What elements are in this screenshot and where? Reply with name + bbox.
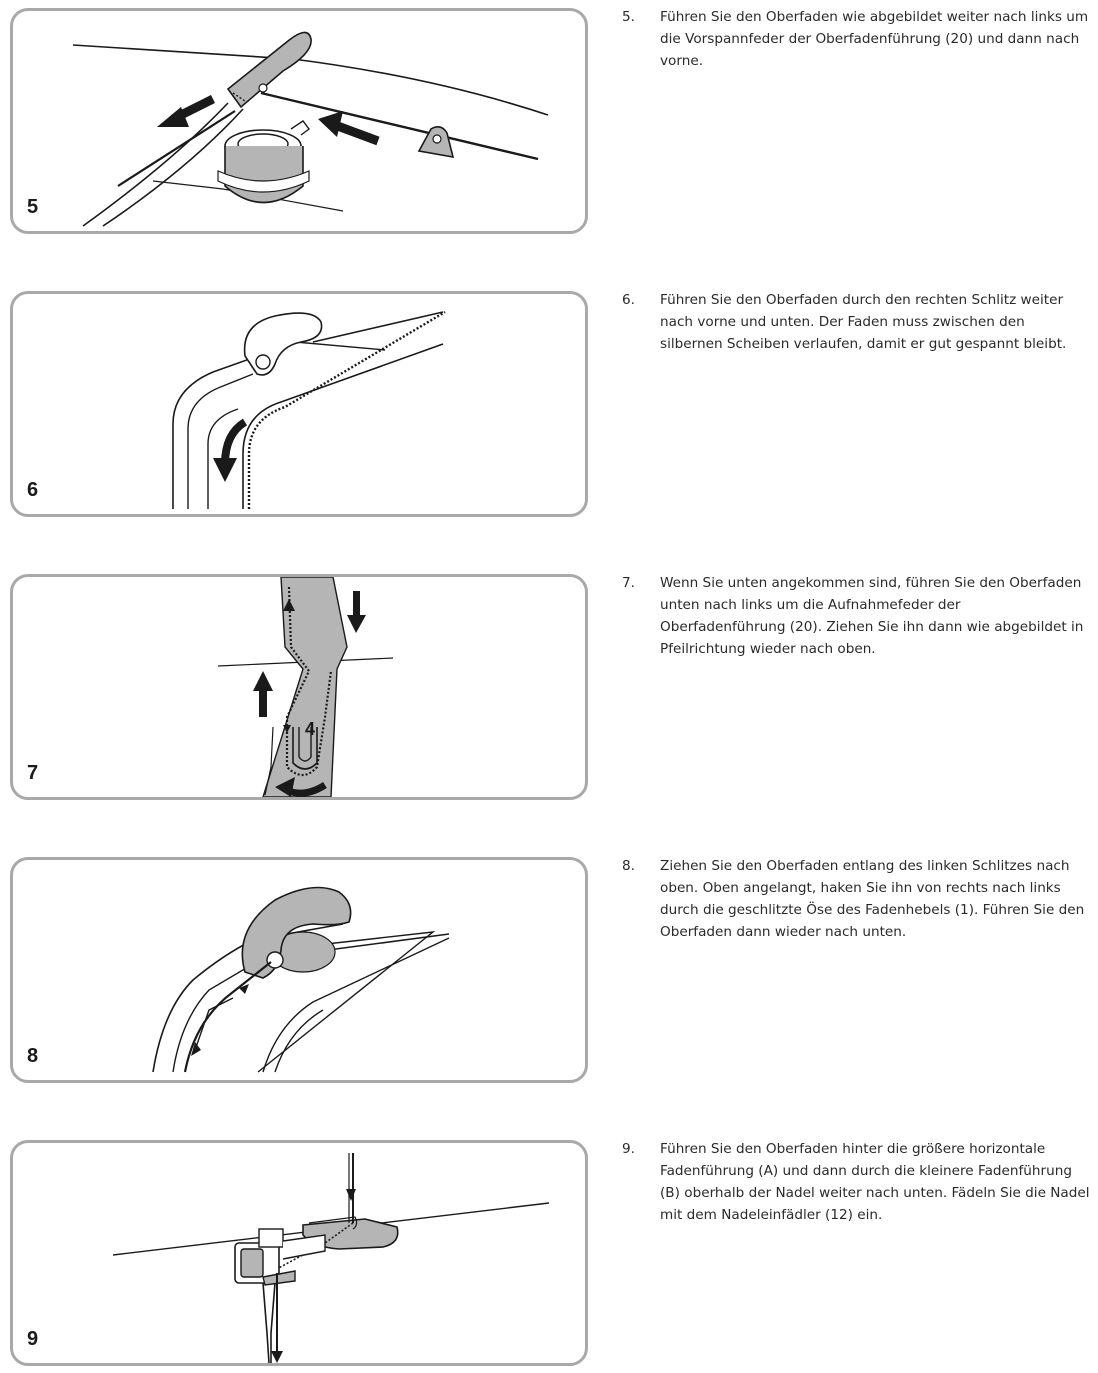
list-marker: 7. [622, 575, 635, 591]
step-text: Führen Sie den Oberfaden hinter die größere horizontale Fadenführung (A) und dann durch die kleinere Fadenführung (B) oberhalb der Nadel weiter nach unten. Fädeln Sie die Nadel mit dem Nadeleinfädler (12) ein. [660, 1141, 1090, 1223]
illustration-thread-tension-spring [13, 11, 585, 231]
illustration-panel-step-7 [10, 574, 588, 800]
step-instruction-7 [622, 572, 1090, 660]
arrow-down-icon [347, 591, 366, 633]
arrow-left-icon [318, 111, 378, 141]
illustration-right-slot [13, 294, 585, 514]
illustration-panel-step-6 [10, 291, 588, 517]
illustration-take-up-spring [13, 577, 585, 797]
list-marker: 6. [622, 292, 635, 308]
list-marker: 9. [622, 1141, 635, 1157]
step-number: 9 [27, 1328, 39, 1350]
step-number: 5 [27, 196, 39, 218]
list-marker: 8. [622, 858, 635, 874]
illustration-thread-lever [13, 860, 585, 1080]
step-text: Ziehen Sie den Oberfaden entlang des linken Schlitzes nach oben. Oben angelangt, haken Sie ihn von rechts nach links durch die geschlitzte Öse des Fadenhebels (1). Führen Sie den Oberfaden dann wieder nach unten. [660, 858, 1085, 940]
step-text: Führen Sie den Oberfaden wie abgebildet weiter nach links um die Vorspannfeder der Oberfadenführung (20) und dann nach vorne. [660, 9, 1089, 69]
arrow-up-icon [253, 671, 273, 717]
step-instruction-6 [622, 289, 1090, 355]
step-instruction-9 [622, 1138, 1090, 1226]
list-marker: 5. [622, 9, 635, 25]
step-number: 8 [27, 1045, 39, 1067]
illustration-needle-thread-guide [13, 1143, 585, 1366]
illustration-panel-step-5 [10, 8, 588, 234]
illustration-panel-step-9 [10, 1140, 588, 1366]
step-instruction-8 [622, 855, 1090, 943]
step-text: Wenn Sie unten angekommen sind, führen Sie den Oberfaden unten nach links um die Aufnahmefeder der Oberfadenführung (20). Ziehen Sie ihn dann wie abgebildet in Pfeilrichtung wieder nach oben. [660, 575, 1084, 657]
step-number: 7 [27, 762, 39, 784]
arrow-left-icon [157, 99, 213, 127]
illustration-panel-step-8 [10, 857, 588, 1083]
arrow-down-curved-icon [213, 422, 245, 482]
step-text: Führen Sie den Oberfaden durch den rechten Schlitz weiter nach vorne und unten. Der Faden muss zwischen den silbernen Scheiben verlaufen, damit er gut gespannt bleibt. [660, 292, 1067, 352]
step-number: 6 [27, 479, 39, 501]
figure-label-4: 4 [305, 719, 316, 739]
step-instruction-5 [622, 6, 1090, 72]
